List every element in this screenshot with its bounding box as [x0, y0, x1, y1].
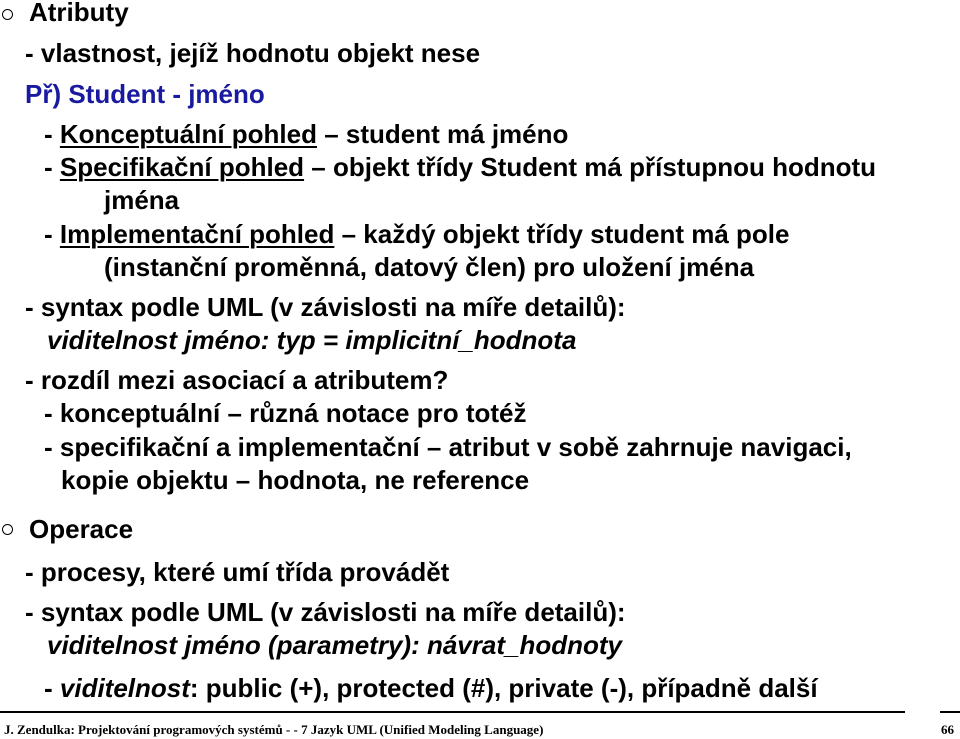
attributes-example: Př) Student - jméno — [25, 79, 265, 109]
conceptual-difference: - konceptuální – různá notace pro totéž — [44, 398, 527, 428]
specification-view-term: Specifikační pohled — [59, 152, 305, 182]
conceptual-view-line — [44, 119, 568, 149]
spec-impl-difference-continuation: kopie objektu – hodnota, ne reference — [61, 465, 530, 495]
operations-definition: - procesy, které umí třída provádět — [25, 557, 450, 587]
implementation-view-continuation: (instanční proměnná, datový člen) pro uložení jména — [104, 252, 755, 282]
implementation-view-line — [44, 219, 790, 249]
dash: - — [44, 219, 60, 249]
implementation-view-text: – každý objekt třídy student má pole — [334, 219, 790, 249]
attribute-uml-syntax: - syntax podle UML (v závislosti na míře detailů): — [25, 292, 626, 322]
dash: - — [44, 673, 60, 703]
association-vs-attribute: - rozdíl mezi asociací a atributem? — [25, 365, 449, 395]
implementation-view-term: Implementační pohled — [59, 219, 335, 249]
visibility-values: : public (+), protected (#), private (-), případně další — [189, 673, 818, 703]
attribute-uml-formula: viditelnost jméno: typ = implicitní_hodnota — [47, 325, 577, 355]
specification-view-text: – objekt třídy Student má přístupnou hodnotu — [304, 152, 877, 182]
dash: - — [44, 152, 60, 182]
footer-divider — [0, 711, 905, 713]
page-number: 66 — [941, 722, 954, 737]
operations-heading: Operace — [29, 514, 134, 544]
dash: - — [44, 119, 60, 149]
operation-uml-formula: viditelnost jméno (parametry): návrat_hodnoty — [47, 630, 622, 660]
conceptual-view-text: – student má jméno — [317, 119, 569, 149]
bullet-icon — [2, 9, 13, 20]
attributes-heading: Atributy — [29, 0, 129, 27]
visibility-line — [44, 673, 818, 703]
specification-view-continuation: jména — [104, 185, 180, 215]
operation-uml-syntax: - syntax podle UML (v závislosti na míře detailů): — [25, 597, 626, 627]
visibility-term: viditelnost — [59, 673, 190, 703]
specification-view-line — [44, 152, 876, 182]
attributes-definition: - vlastnost, jejíž hodnotu objekt nese — [25, 38, 481, 68]
footer-text: J. Zendulka: Projektování programových systémů - - 7 Jazyk UML (Unified Modeling Language) — [4, 722, 544, 737]
footer-divider-right — [940, 711, 960, 713]
spec-impl-difference: - specifikační a implementační – atribut v sobě zahrnuje navigaci, — [44, 432, 852, 462]
conceptual-view-term: Konceptuální pohled — [59, 119, 317, 149]
bullet-icon — [2, 524, 13, 535]
